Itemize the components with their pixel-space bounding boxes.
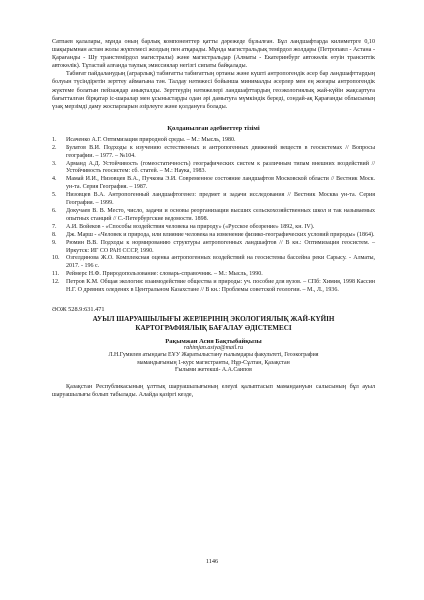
reference-text: Исаченко А.Г. Оптимизация природной среды. – М.: Мысль, 1980. (66, 136, 236, 143)
author-name: Рақымжан Асия Бақтыбайқызы (165, 337, 262, 345)
reference-text: Дж. Марш - «Человек и природа, или влияние человека на изменение физико-географических условий природы» (1864). (66, 231, 375, 238)
reference-item (52, 224, 375, 232)
reference-number: 4. (52, 176, 57, 183)
reference-text: Докучаев В. В. Место, число, задачи и основы реорганизации высших сельскохозяйственных школ и так называемых опытных станций // С.-Петербургские ведомости. 1898. (66, 208, 375, 222)
reference-text: А.И. Войеков - «Способы воздействия человека на природу» («Русское обозрение» 1892, кн. IV). (66, 223, 315, 230)
author-affiliation: мамандығының 1-курс магистранты, Нұр-Сұлтан, Қазақстан (137, 359, 290, 366)
article-title-line: КАРТОГРАФИЯЛЫҚ БАҒАЛАУ ӘДІСТЕМЕСІ (135, 323, 292, 332)
udc-code: ӘОЖ 528.9:631.471 (52, 305, 105, 313)
reference-number: 7. (52, 223, 57, 230)
reference-text: Петров К.М. Общая экология: взаимодействие общества и природы: уч. пособие для вузов. – СПб: Химия, 1998 Кассин Н.Г. О древних оледенях в Центральном Казахстане // В кн.: Проблемы советской геологии. – М., Л., 1936. (66, 279, 375, 294)
reference-item (52, 271, 375, 279)
author-email[interactable]: rahimjan.asiya@mail.ru (183, 344, 244, 351)
references-list (52, 137, 375, 295)
intro-paragraph: Қазақстан Республикасының ұлттық шаруашылығының елеулі қалыптасып мамандануын салысының бұл ауыл шаруашылығы болып табылады. Алайда қазіргі кезде, (52, 384, 375, 399)
body-paragraph: Сатпаев қалалары, мұнда оның барлық компоненттер қатты дәрежеде бұзылған. Бұл ландшафтарда килиметрге 0,10 шақырымнан астам жолы жүктемесі жолдың пен атқарады. Мұнда магистральдық темірдол жолдары (Петропавл - Астана - Қарағанды - Шу транстемірдол магистралы) және магистральдар (Алматы - Екатеринбург автокөлік өтуін транситтік автокөлік). Тұтастай алғанда таулық эмиссиялар негізгі сипаты байқалады. (52, 39, 375, 70)
article-title-line: АУЫЛ ШАРУАШЫЛЫҒЫ ЖЕРЛЕРІНІҢ ЭКОЛОГИЯЛЫҚ ЖАЙ-КҮЙІН (92, 314, 335, 323)
reference-number: 2. (52, 144, 57, 151)
reference-text: Мамай И.И., Низовцев В.А., Пучкова Э.И. Современное состояние ландшафтов Московской области // Вестник Моск. ун-та. Серия География. – 1987. (66, 176, 375, 191)
reference-number: 11. (52, 271, 60, 278)
reference-number: 3. (52, 160, 57, 167)
reference-item (52, 192, 375, 208)
reference-number: 5. (52, 192, 57, 199)
reference-item (52, 137, 375, 145)
reference-text: Озгелдинова Ж.О. Комплексная оценка антропогенных воздействий на геосистемы бассейна реки Сарысу. - Алматы, 2017. - 196 с. (66, 255, 375, 270)
reference-text: Низовцев В.А. Антропогенный ландшафтогенез: предмет и задачи исследования // Вестник Москва ун-та. Серия География. – 1999. (66, 192, 375, 207)
reference-item (52, 279, 375, 295)
reference-number: 1. (52, 136, 57, 143)
references-title: Қолданылған әдебиеттер тізімі (167, 124, 260, 132)
reference-text: Рюмин В.В. Подходы к нормированию структуры антропогенных ландшафтов // В кн.: Оптимизация геосистем. – Иркутск: ИГ СО РАН СССР, 1990. (66, 239, 375, 254)
reference-number: 8. (52, 231, 57, 238)
reference-item (52, 161, 375, 177)
page-content (52, 38, 375, 400)
reference-item (52, 240, 375, 256)
reference-text: Реймерс Н.Ф. Природопользование: словарь-справочник. – М.: Мысль, 1990. (66, 271, 263, 278)
reference-number: 12. (52, 279, 60, 286)
reference-number: 10. (52, 255, 60, 262)
body-paragraph: Табиғат пайдаланудың (аграрлық) табиғатты табиғаттың ортаны және күшті антропогендік әсер бар ландшафттардың болуын түсіндіретін зерттеу аймағына тән. Талдау нәтижесі бойынша минималды әсерлер мен ең жоғары антропогендік жүктеме болатын пейзаждар анықталды. Зерттеудің нәтижелері ландшафттардың геоэкологиялық жай-күйін жақсартуға бағытталған бірқатар іс-шаралар мен ұсыныстарды одан әрі дамытуға мүмкіндік береді, сондай-ақ Қарағанды облысының үзақ мерзімді даму жоспарларын әзірлеуге және қолдануға болады. (52, 71, 375, 110)
reference-number: 9. (52, 239, 57, 246)
reference-item (52, 208, 375, 224)
page-number: 1146 (205, 558, 219, 565)
reference-item (52, 255, 375, 271)
reference-text: Булатов В.И. Подходы к изучению естественных и антропогенных движений веществ в геосистемах // Вопросы географии. – 1977. – №104. (66, 144, 375, 159)
reference-text: Арманд А.Д. Устойчивость (гомеостатичность) географических систем к различным типам внешних воздействий // Устойчивость геосистем: сб. статей. – М.: Наука, 1983. (66, 160, 375, 175)
reference-item (52, 176, 375, 192)
reference-number: 6. (52, 208, 57, 214)
reference-item (52, 145, 375, 161)
reference-item (52, 232, 375, 240)
author-affiliation: Л.Н.Гумилев атындағы ЕҰУ Жаратылыстану ғылымдары факультеті, Геоэкография (108, 352, 319, 359)
supervisor: Ғылыми жетекші- А.А.Саипов (175, 366, 252, 373)
